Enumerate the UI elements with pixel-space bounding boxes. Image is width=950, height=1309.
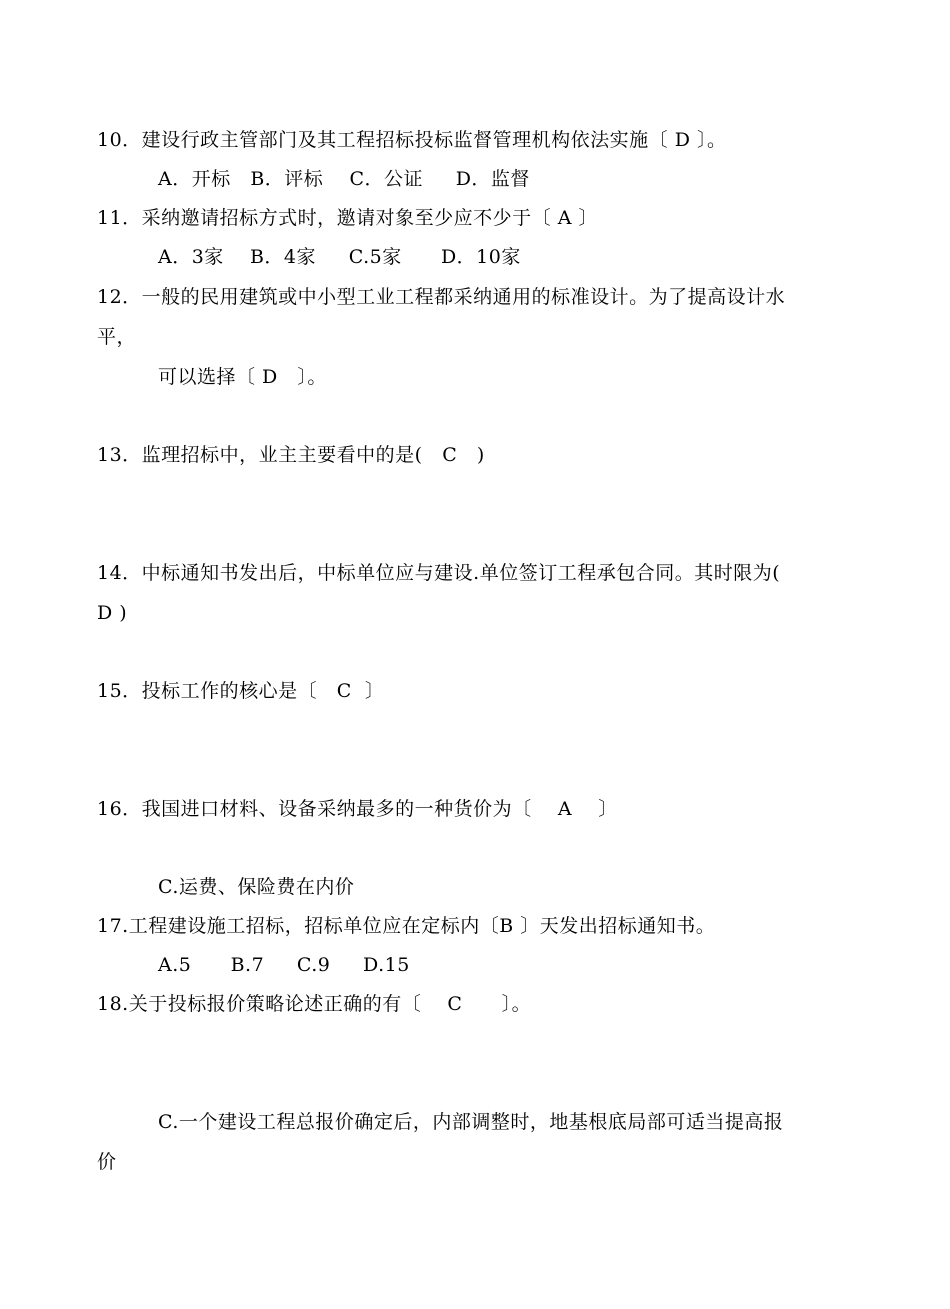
question-11-options: A．3家 B．4家 C.5家 D．10家 <box>158 246 521 268</box>
question-17-options: A.5 B.7 C.9 D.15 <box>158 954 410 976</box>
question-16-stem: 16．我国进口材料、设备采纳最多的一种货价为〔 A 〕 <box>97 798 618 820</box>
question-12-stem-line3: 可以选择〔 D 〕。 <box>158 366 327 388</box>
question-11-stem: 11．采纳邀请招标方式时，邀请对象至少应不少于〔 A 〕 <box>97 207 598 229</box>
question-17-stem: 17.工程建设施工招标，招标单位应在定标内〔B 〕天发出招标通知书。 <box>97 915 716 937</box>
question-10-stem: 10．建设行政主管部门及其工程招标投标监督管理机构依法实施〔 D 〕。 <box>97 129 727 151</box>
question-10-options: A．开标 B．评标 C．公证 D．监督 <box>158 168 530 190</box>
question-15-stem: 15．投标工作的核心是〔 C 〕 <box>97 680 385 702</box>
question-18-answer-line2: 价 <box>97 1151 117 1173</box>
question-13-stem: 13．监理招标中，业主主要看中的是( C ) <box>97 444 485 466</box>
question-16-answer-option: C.运费、保险费在内价 <box>158 876 355 898</box>
question-12-stem-line2: 平， <box>97 326 137 348</box>
question-18-stem: 18.关于投标报价策略论述正确的有〔 C 〕。 <box>97 993 532 1015</box>
question-14-stem-line2: D ) <box>97 602 128 624</box>
question-14-stem-line1: 14．中标通知书发出后，中标单位应与建设.单位签订工程承包合同。其时限为( <box>97 562 781 584</box>
question-18-answer-line1: C.一个建设工程总报价确定后，内部调整时，地基根底局部可适当提高报 <box>158 1111 784 1133</box>
question-12-stem-line1: 12．一般的民用建筑或中小型工业工程都采纳通用的标准设计。为了提高设计水 <box>97 286 786 308</box>
